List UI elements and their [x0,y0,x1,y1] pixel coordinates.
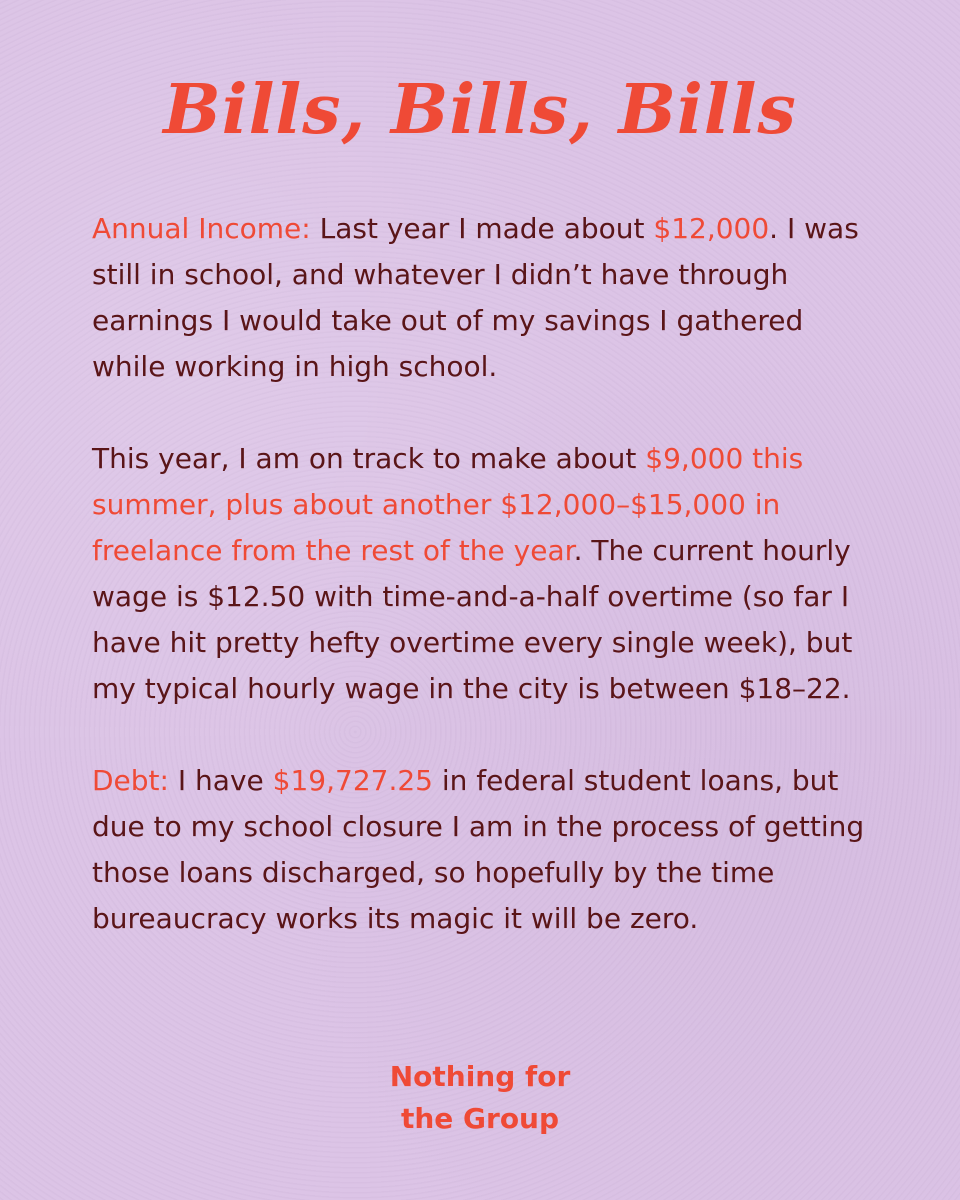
debt-amount: $19,727.25 [272,764,433,797]
debt-label: Debt: [92,764,169,797]
this-year-paragraph [92,436,882,712]
debt-text-1: I have [168,764,273,797]
annual-income-amount: $12,000 [653,212,770,245]
brand-logo-line-1: Nothing for [389,1060,571,1093]
brand-logo-line-2: the Group [400,1102,560,1135]
annual-income-text-1: Last year I made about [310,212,654,245]
this-year-text-1: This year, I am on track to make about [92,442,646,475]
this-year-text-2: . The current hourly wage is $12.50 with time-and-a-half overtime (so far I have hit pretty hefty overtime every single week), but my typical hourly wage in the city is between $18–22. [92,534,853,705]
annual-income-paragraph [92,206,882,390]
brand-logo [0,1056,960,1140]
page-title: Bills, Bills, Bills [163,70,797,150]
debt-text-2: in federal student loans, but due to my school closure I am in the process of getting those loans discharged, so hopefully by the time bureaucracy works its magic it will be zero. [92,764,865,935]
this-year-highlight: $9,000 this summer, plus about another $12,000–$15,000 in freelance from the rest of the year [92,442,804,567]
article-body [92,206,882,988]
debt-paragraph [92,758,882,942]
annual-income-text-2: . I was still in school, and whatever I didn’t have through earnings I would take out of my savings I gathered while working in high school. [92,212,859,383]
annual-income-label: Annual Income: [92,212,311,245]
